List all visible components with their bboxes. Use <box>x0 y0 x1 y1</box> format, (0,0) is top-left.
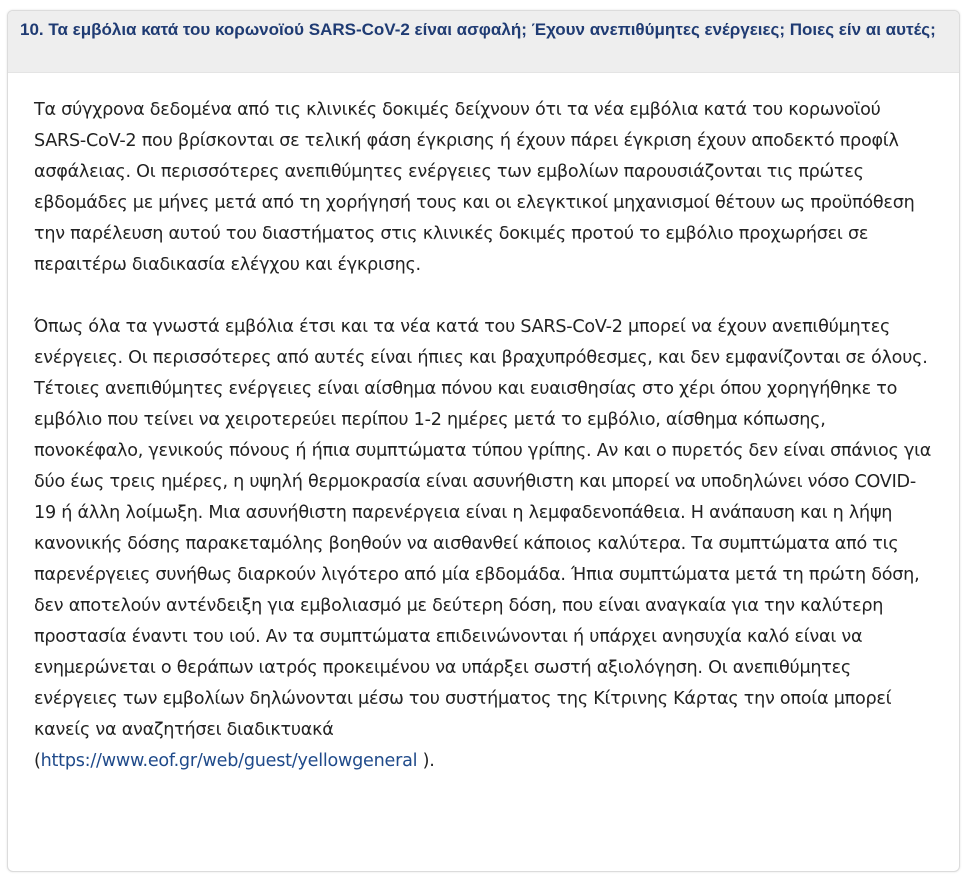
link-close-paren: ). <box>417 751 435 771</box>
faq-item <box>7 10 960 872</box>
faq-question-title: 10. Τα εμβόλια κατά του κορωνοϊού SARS-CoV-2 είναι ασφαλή; Έχουν ανεπιθύμητες ενέργειες; Ποιες είν αι αυτές; <box>20 20 936 39</box>
yellow-card-link[interactable]: https://www.eof.gr/web/guest/yellowgeneral <box>40 751 418 771</box>
link-open-paren: ( <box>34 751 41 771</box>
faq-question-header[interactable] <box>8 11 959 73</box>
faq-answer-body <box>8 73 959 777</box>
answer-paragraph-side-effects <box>34 312 933 777</box>
answer-paragraph-safety: Τα σύγχρονα δεδομένα από τις κλινικές δοκιμές δείχνουν ότι τα νέα εμβόλια κατά του κορωνοϊού SARS-CoV-2 που βρίσκονται σε τελική φάση έγκρισης ή έχουν πάρει έγκριση έχουν αποδεκτό προφίλ ασφάλειας. Οι περισσότερες ανεπιθύμητες ενέργειες των εμβολίων παρουσιάζονται τις πρώτες εβδομάδες με μήνες μετά από τη χορήγησή τους και οι ελεγκτικοί μηχανισμοί θέτουν ως προϋπόθεση την παρέλευση αυτού του διαστήματος στις κλινικές δοκιμές προτού το εμβόλιο προχωρήσει σε περαιτέρω διαδικασία ελέγχου και έγκρισης. <box>34 100 915 275</box>
side-effects-text: Όπως όλα τα γνωστά εμβόλια έτσι και τα νέα κατά του SARS-CoV-2 μπορεί να έχουν ανεπιθύμητες ενέργειες. Οι περισσότερες από αυτές είναι ήπιες και βραχυπρόθεσμες, και δεν εμφανίζονται σε όλους. Τέτοιες ανεπιθύμητες ενέργειες είναι αίσθημα πόνου και ευαισθησίας στο χέρι όπου χορηγήθηκε το εμβόλιο που τείνει να χειροτερεύει περίπου 1-2 ημέρες μετά το εμβόλιο, αίσθημα κόπωσης, πονοκέφαλο, γενικούς πόνους ή ήπια συμπτώματα τύπου γρίπης. Αν και ο πυρετός δεν είναι σπάνιος για δύο έως τρεις ημέρες, η υψηλή θερμοκρασία είναι ασυνήθιστη και μπορεί να υποδηλώνει νόσο COVID-19 ή άλλη λοίμωξη. Μια ασυνήθιστη παρενέργεια είναι η λεμφαδενοπάθεια. Η ανάπαυση και η λήψη κανονικής δόσης παρακεταμόλης βοηθούν να αισθανθεί κάποιος καλύτερα. Τα συμπτώματα από τις παρενέργειες συνήθως διαρκούν λιγότερο από μία εβδομάδα. Ήπια συμπτώματα μετά τη πρώτη δόση, δεν αποτελούν αντένδειξη για εμβολιασμό με δεύτερη δόση, που είναι αναγκαία για την καλύτερη προστασία έναντι του ιού. Αν τα συμπτώματα επιδεινώνονται ή υπάρχει ανησυχία καλό είναι να ενημερώνεται ο θεράπων ιατρός προκειμένου να υπάρξει σωστή αξιολόγηση. Οι ανεπιθύμητες ενέργειες των εμβολίων δηλώνονται μέσω του συστήματος της Κίτρινης Κάρτας την οποία μπορεί κανείς να αναζητήσει διαδικτυακά <box>34 317 932 740</box>
